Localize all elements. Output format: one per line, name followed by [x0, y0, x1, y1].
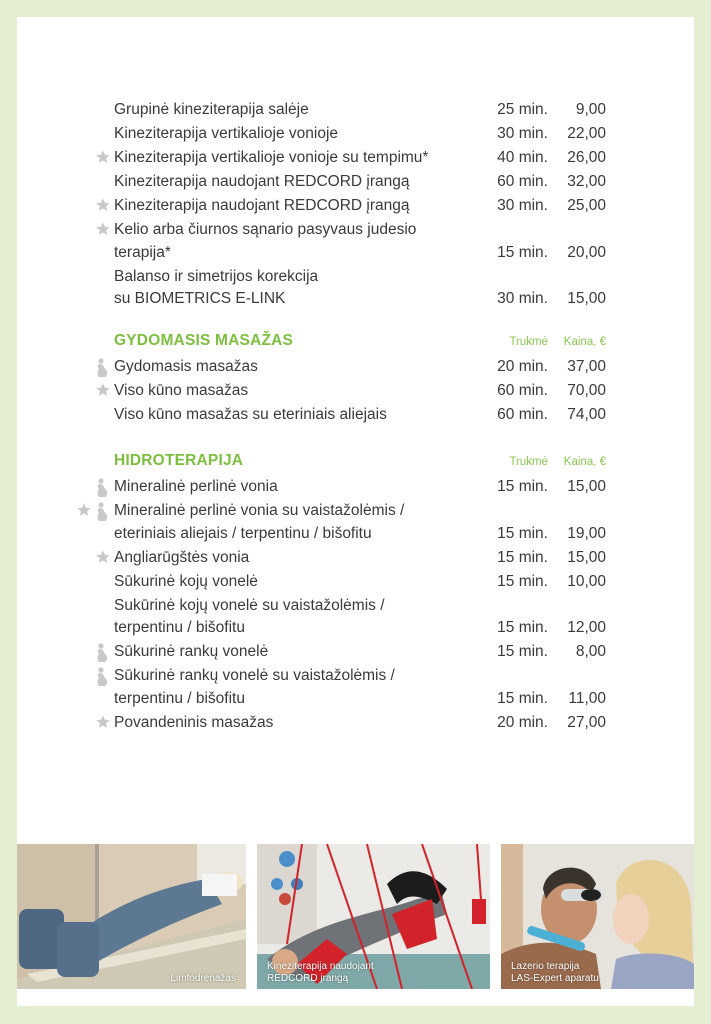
service-name: Grupinė kineziterapija salėje — [114, 101, 309, 118]
service-duration: 15 min. — [497, 548, 548, 566]
service-name: Sūkurinė kojų vonelė — [114, 572, 258, 590]
service-duration: 30 min. — [497, 290, 548, 307]
star-icon — [95, 549, 111, 567]
pregnant-icon — [95, 358, 111, 376]
price-row — [17, 380, 694, 403]
star-icon — [76, 502, 92, 520]
price-list-page — [17, 17, 694, 1006]
price-row — [17, 266, 694, 311]
service-price: 20,00 — [567, 243, 606, 261]
service-duration: 15 min. — [497, 689, 548, 707]
pregnant-icon — [95, 478, 111, 496]
service-duration: 15 min. — [497, 572, 548, 590]
service-name: Sukūrinė kojų vonelė su vaistažolėmis / — [114, 596, 385, 614]
star-icon — [95, 382, 111, 400]
service-name: su BIOMETRICS E-LINK — [114, 290, 286, 307]
service-duration: 30 min. — [497, 197, 548, 214]
service-duration: 60 min. — [497, 173, 548, 190]
column-header-duration: Trukmė — [509, 336, 548, 348]
service-name: Kineziterapija vertikalioje vonioje su tempimu* — [114, 149, 429, 166]
service-price: 25,00 — [567, 197, 606, 214]
service-duration: 60 min. — [497, 382, 548, 399]
service-name: Povandeninis masažas — [114, 713, 274, 731]
service-price: 10,00 — [567, 572, 606, 590]
price-row — [17, 476, 694, 499]
price-row — [17, 99, 694, 122]
photo-caption — [267, 961, 374, 985]
price-row — [17, 500, 694, 545]
section-title-hidroterapija: HIDROTERAPIJA — [114, 452, 244, 469]
service-duration: 15 min. — [497, 524, 548, 542]
column-header-price: Kaina, € — [563, 336, 606, 348]
price-row — [17, 404, 694, 427]
price-row — [17, 147, 694, 170]
service-duration: 20 min. — [497, 713, 548, 731]
service-duration: 25 min. — [497, 101, 548, 118]
column-header-duration: Trukmė — [509, 456, 548, 468]
service-price: 37,00 — [567, 358, 606, 375]
service-name: Sūkurinė rankų vonelė su vaistažolėmis / — [114, 667, 395, 684]
caption-line: Limfodrenažas — [170, 973, 236, 984]
photo-limfodrenazas — [17, 844, 246, 989]
price-row — [17, 171, 694, 194]
star-icon — [95, 221, 111, 239]
service-name: Kineziterapija naudojant REDCORD įrangą — [114, 197, 410, 214]
service-price: 15,00 — [567, 548, 606, 566]
service-name: Kineziterapija vertikalioje vonioje — [114, 125, 339, 142]
photo-redcord — [257, 844, 490, 989]
service-name: Angliarūgštės vonia — [114, 548, 250, 566]
price-row — [17, 641, 694, 664]
price-row — [17, 195, 694, 218]
service-price: 32,00 — [567, 173, 606, 190]
service-duration: 20 min. — [497, 358, 548, 375]
service-name: Kelio arba čiurnos sąnario pasyvaus judesio — [114, 221, 417, 238]
star-icon — [95, 149, 111, 167]
service-name: Mineralinė perlinė vonia — [114, 478, 278, 495]
star-icon — [95, 714, 111, 732]
service-duration: 15 min. — [497, 643, 548, 660]
service-price: 15,00 — [567, 478, 606, 495]
service-name: Mineralinė perlinė vonia su vaistažolėmis / — [114, 502, 405, 519]
service-duration: 30 min. — [497, 125, 548, 142]
service-name: Viso kūno masažas su eteriniais aliejais — [114, 406, 387, 423]
price-row — [17, 571, 694, 594]
service-name: Sūkurinė rankų vonelė — [114, 643, 269, 660]
service-price: 22,00 — [567, 125, 606, 142]
service-price: 12,00 — [567, 619, 606, 636]
service-price: 19,00 — [567, 524, 606, 542]
caption-line: Kineziterapija naudojant — [267, 961, 374, 972]
service-price: 74,00 — [567, 406, 606, 423]
price-row — [17, 356, 694, 379]
price-row — [17, 219, 694, 264]
service-price: 26,00 — [567, 149, 606, 166]
pregnant-icon — [95, 502, 111, 520]
pregnant-icon — [95, 643, 111, 661]
caption-line: LAS-Expert aparatu — [511, 973, 599, 984]
service-name: Viso kūno masažas — [114, 382, 249, 399]
price-row — [17, 123, 694, 146]
service-price: 9,00 — [575, 101, 606, 118]
service-price: 15,00 — [567, 290, 606, 307]
column-header-price: Kaina, € — [563, 456, 606, 468]
price-row — [17, 595, 694, 640]
price-row — [17, 712, 694, 735]
star-icon — [95, 197, 111, 215]
price-row — [17, 547, 694, 570]
service-name: terpentinu / bišofitu — [114, 689, 245, 707]
service-duration: 15 min. — [497, 243, 548, 261]
service-duration: 15 min. — [497, 478, 548, 495]
photo-caption — [511, 961, 599, 985]
service-name: eteriniais aliejais / terpentinu / bišofitu — [114, 524, 372, 542]
service-name: terapija* — [114, 243, 171, 261]
service-duration: 15 min. — [497, 619, 548, 636]
service-price: 8,00 — [575, 643, 606, 660]
service-name: Balanso ir simetrijos korekcija — [114, 267, 319, 285]
service-price: 11,00 — [568, 689, 606, 707]
service-duration: 60 min. — [497, 406, 548, 423]
photo-lazerio-terapija — [501, 844, 694, 989]
caption-line: REDCORD įrangą — [267, 973, 349, 984]
service-name: Gydomasis masažas — [114, 358, 258, 375]
service-price: 27,00 — [567, 713, 606, 731]
service-duration: 40 min. — [497, 149, 548, 166]
service-price: 70,00 — [567, 382, 606, 399]
service-name: Kineziterapija naudojant REDCORD įrangą — [114, 173, 410, 190]
price-row — [17, 665, 694, 710]
service-name: terpentinu / bišofitu — [114, 619, 245, 636]
caption-line: Lazerio terapija — [511, 961, 580, 972]
section-title-gydomasis: GYDOMASIS MASAŽAS — [114, 332, 294, 349]
pregnant-icon — [95, 667, 111, 685]
photo-caption — [170, 973, 236, 985]
